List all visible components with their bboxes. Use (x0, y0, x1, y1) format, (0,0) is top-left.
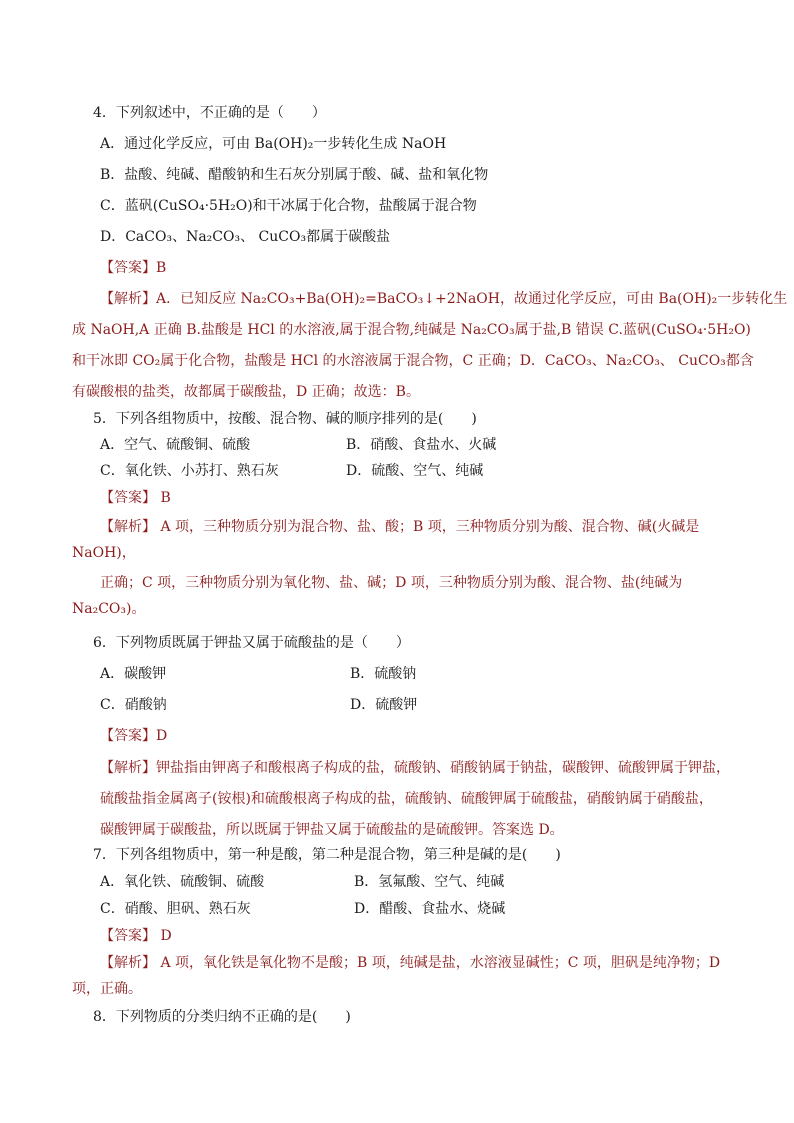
q4-analysis-line-4: 有碳酸根的盐类，故都属于碳酸盐，D 正确；故选：B。 (72, 384, 420, 400)
q4-analysis-line-3: 和干冰即 CO₂属于化合物，盐酸是 HCl 的水溶液属于混合物，C 正确；D．CaCO₃、Na₂CO₃、 CuCO₃都含 (72, 353, 754, 369)
q7-option-d: D．醋酸、食盐水、烧碱 (354, 901, 506, 917)
q5-analysis-line-3: 正确；C 项，三种物质分别为氧化物、盐、碱；D 项，三种物质分别为酸、混合物、盐(纯碱为 (100, 575, 683, 591)
q5-analysis-line-1: 【解析】 A 项，三种物质分别为混合物、盐、酸；B 项，三种物质分别为酸、混合物、碱(火碱是 (100, 519, 700, 535)
q5-option-a: A．空气、硫酸铜、硫酸 (100, 437, 251, 453)
q4-option-c: C．蓝矾(CuSO₄·5H₂O)和干冰属于化合物，盐酸属于混合物 (100, 198, 477, 214)
q6-stem: 6．下列物质既属于钾盐又属于硫酸盐的是（ ） (93, 635, 410, 651)
q7-stem: 7．下列各组物质中，第一种是酸，第二种是混合物，第三种是碱的是( ) (93, 847, 561, 863)
q5-analysis-line-2: NaOH)， (72, 545, 136, 561)
q4-stem: 4．下列叙述中，不正确的是（ ） (93, 105, 326, 121)
q7-analysis-line-2: 项，正确。 (72, 981, 142, 997)
q4-option-b: B．盐酸、纯碱、醋酸钠和生石灰分别属于酸、碱、盐和氧化物 (100, 167, 489, 183)
q7-analysis-line-1: 【解析】 A 项，氧化铁是氧化物不是酸；B 项，纯碱是盐，水溶液显碱性；C 项，胆矾是纯净物；D (100, 955, 721, 971)
q7-answer: 【答案】 D (100, 928, 172, 944)
q6-option-b: B．硫酸钠 (350, 666, 417, 682)
q7-option-a: A．氧化铁、硫酸铜、硫酸 (100, 874, 265, 890)
q4-option-a: A．通过化学反应，可由 Ba(OH)₂一步转化生成 NaOH (100, 136, 447, 152)
q6-answer: 【答案】D (100, 728, 168, 744)
q5-stem: 5．下列各组物质中，按酸、混合物、碱的顺序排列的是( ) (93, 411, 477, 427)
q6-option-a: A．碳酸钾 (100, 666, 167, 682)
q4-analysis-line-2: 成 NaOH,A 正确 B.盐酸是 HCl 的水溶液,属于混合物,纯碱是 Na₂CO₃属于盐,B 错误 C.蓝矾(CuSO₄·5H₂O) (72, 322, 751, 338)
q7-option-c: C．硝酸、胆矾、熟石灰 (100, 901, 251, 917)
q4-analysis-line-1: 【解析】A．已知反应 Na₂CO₃+Ba(OH)₂=BaCO₃↓+2NaOH，故通过化学反应，可由 Ba(OH)₂一步转化生 (100, 291, 788, 307)
q5-option-d: D．硫酸、空气、纯碱 (346, 463, 484, 479)
q6-analysis-line-2: 硫酸盐指金属离子(铵根)和硫酸根离子构成的盐，硫酸钠、硫酸钾属于硫酸盐，硝酸钠属于硝酸盐， (100, 791, 713, 807)
q6-analysis-line-1: 【解析】钾盐指由钾离子和酸根离子构成的盐，硫酸钠、硝酸钠属于钠盐，碳酸钾、硫酸钾属于钾盐， (100, 760, 730, 776)
q4-answer: 【答案】B (100, 260, 167, 276)
q6-analysis-line-3: 碳酸钾属于碳酸盐，所以既属于钾盐又属于硫酸盐的是硫酸钾。答案选 D。 (100, 822, 564, 838)
q6-option-c: C．硝酸钠 (100, 697, 167, 713)
q6-option-d: D．硫酸钾 (350, 697, 418, 713)
q8-stem: 8．下列物质的分类归纳不正确的是( ) (93, 1009, 351, 1025)
q5-option-b: B．硝酸、食盐水、火碱 (346, 437, 497, 453)
q7-option-b: B．氢氟酸、空气、纯碱 (354, 874, 505, 890)
q4-option-d: D．CaCO₃、Na₂CO₃、 CuCO₃都属于碳酸盐 (100, 229, 391, 245)
q5-analysis-line-4: Na₂CO₃)。 (72, 601, 146, 617)
q5-answer: 【答案】 B (100, 490, 171, 506)
q5-option-c: C．氧化铁、小苏打、熟石灰 (100, 463, 279, 479)
